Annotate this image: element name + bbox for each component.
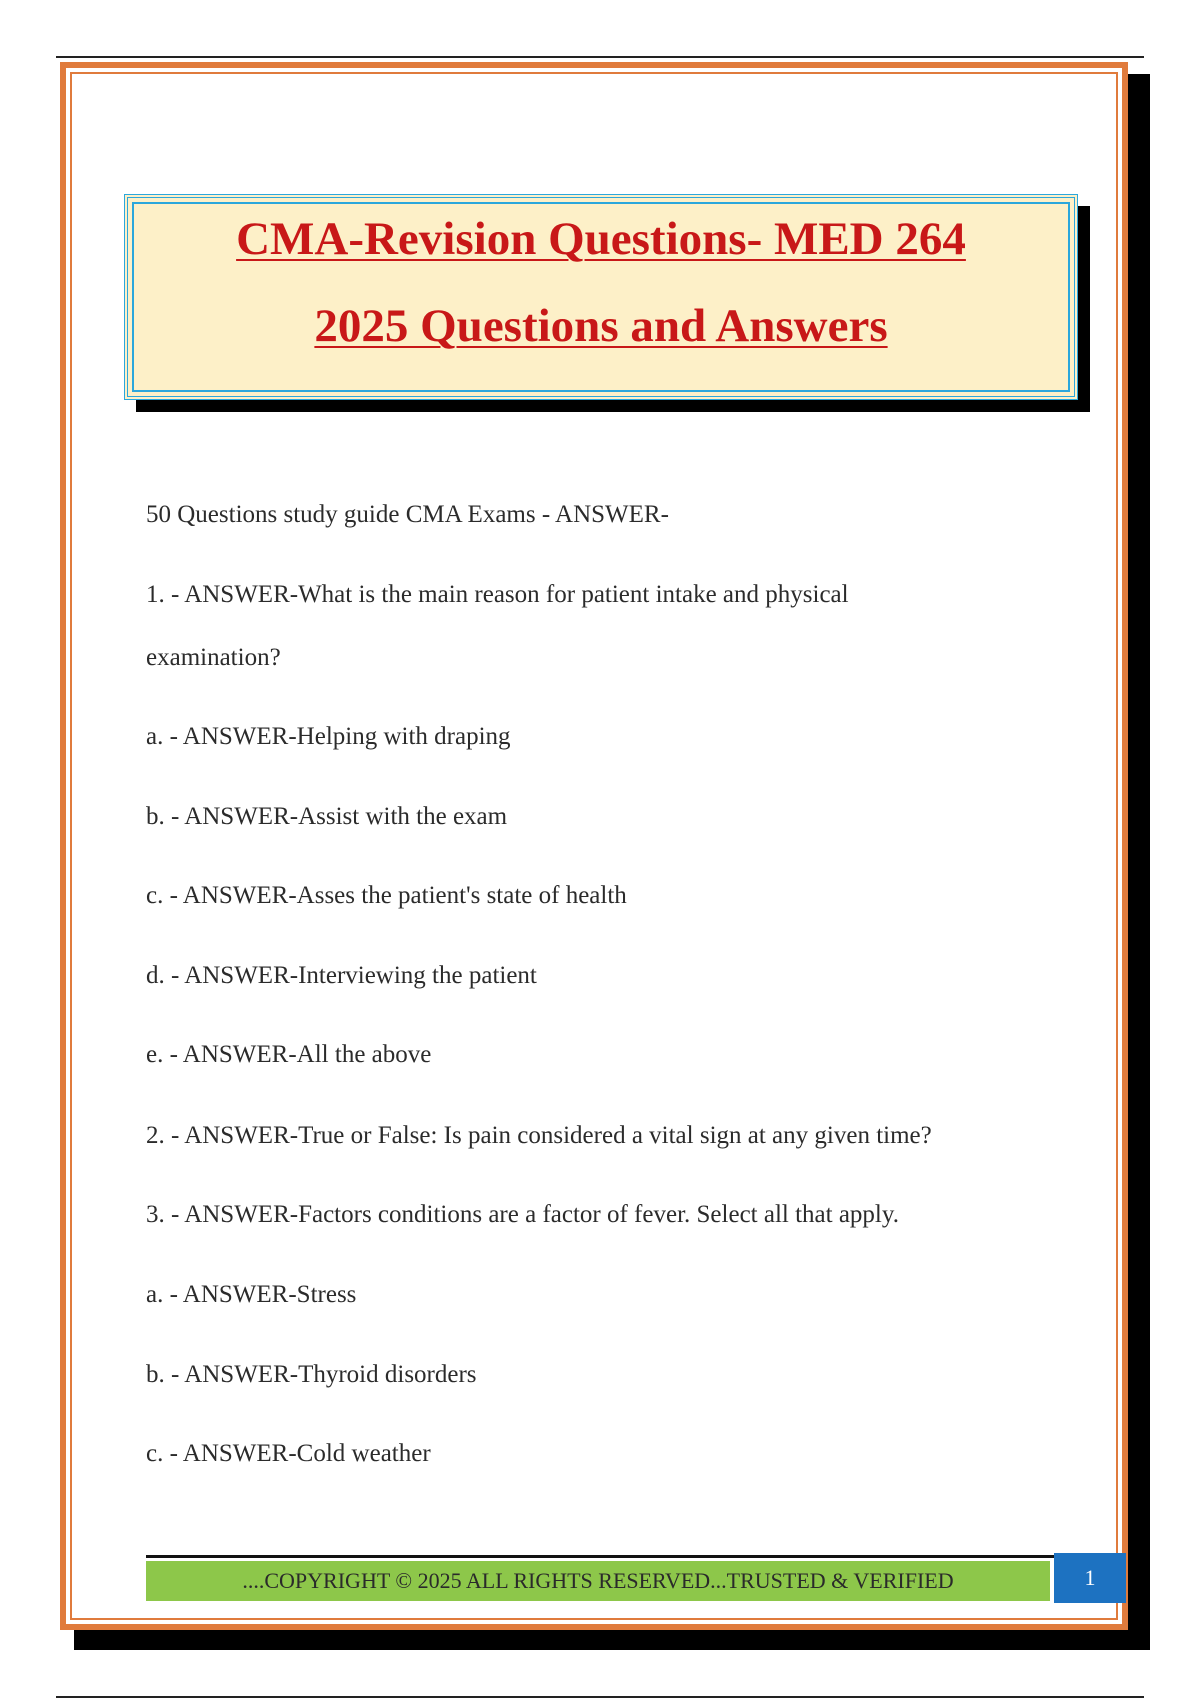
title-box bbox=[124, 194, 1078, 400]
question-3-option-b: b. - ANSWER-Thyroid disorders bbox=[146, 1361, 477, 1388]
question-1-text: 1. - ANSWER-What is the main reason for patient intake and physical bbox=[146, 581, 849, 608]
question-3-text: 3. - ANSWER-Factors conditions are a factor of fever. Select all that apply. bbox=[146, 1201, 900, 1228]
question-3-option-c: c. - ANSWER-Cold weather bbox=[146, 1440, 431, 1467]
footer-copyright-bar: ....COPYRIGHT © 2025 ALL RIGHTS RESERVED...TRUSTED & VERIFIED bbox=[146, 1561, 1050, 1601]
page-number: 1 bbox=[1054, 1553, 1126, 1603]
question-1-option-e: e. - ANSWER-All the above bbox=[146, 1041, 432, 1068]
bottom-rule bbox=[56, 1696, 1144, 1698]
question-3-option-a: a. - ANSWER-Stress bbox=[146, 1281, 357, 1308]
top-rule bbox=[56, 56, 1144, 58]
question-1-text-continued: examination? bbox=[146, 644, 281, 671]
question-1-option-d: d. - ANSWER-Interviewing the patient bbox=[146, 962, 537, 989]
title-line-1: CMA-Revision Questions- MED 264 bbox=[236, 213, 966, 265]
question-1-option-b: b. - ANSWER-Assist with the exam bbox=[146, 803, 508, 830]
title-line-2: 2025 Questions and Answers bbox=[314, 300, 888, 352]
question-1-option-c: c. - ANSWER-Asses the patient's state of health bbox=[146, 882, 627, 909]
footer-rule bbox=[146, 1555, 1056, 1558]
question-2-text: 2. - ANSWER-True or False: Is pain considered a vital sign at any given time? bbox=[146, 1122, 932, 1149]
intro-text: 50 Questions study guide CMA Exams - ANSWER- bbox=[146, 501, 669, 528]
question-1-option-a: a. - ANSWER-Helping with draping bbox=[146, 723, 511, 750]
